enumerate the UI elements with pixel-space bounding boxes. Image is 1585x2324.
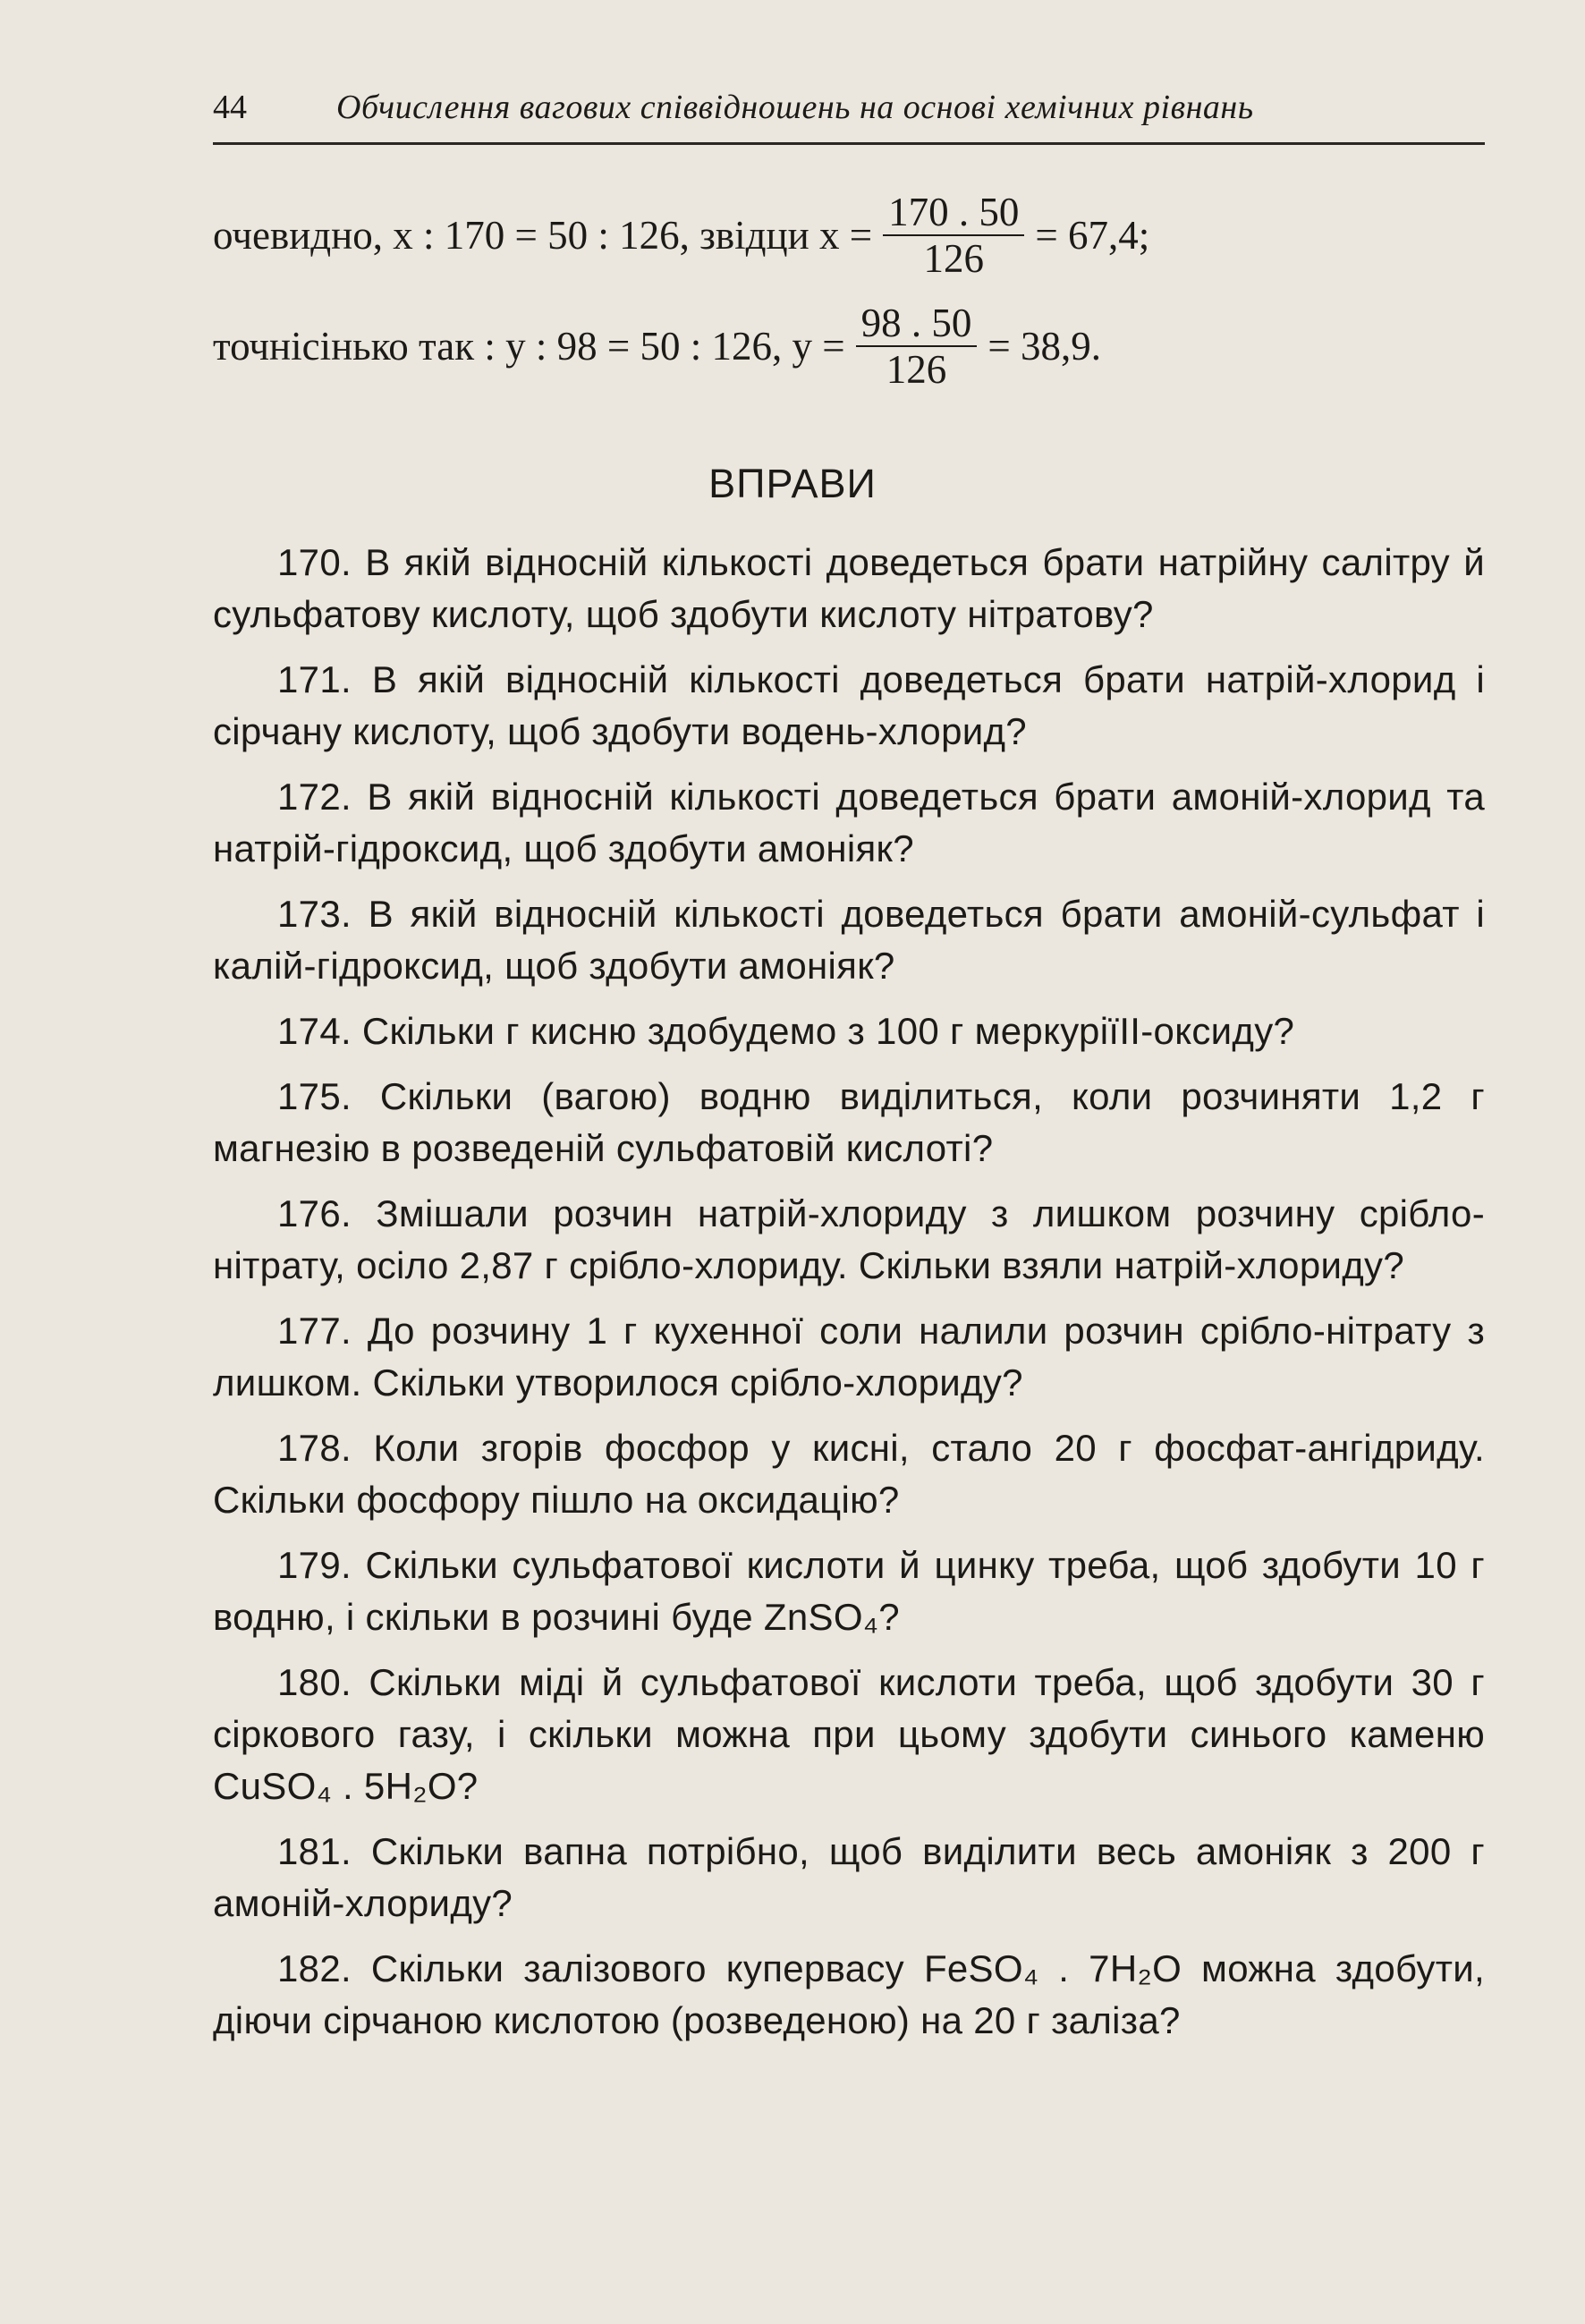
fraction-numerator: 170 . 50	[888, 190, 1020, 234]
page-header	[213, 82, 1485, 145]
page-number: 44	[213, 89, 247, 126]
formula-lead: точнісінько так : у : 98 = 50 : 126, у =	[213, 324, 845, 369]
fraction	[856, 301, 978, 392]
exercise-176: 176. Змішали розчин натрій-хлориду з лишком розчину срібло-нітрату, осіло 2,87 г срібло-хлориду. Скільки взяли натрій-хлориду?	[213, 1192, 1485, 1286]
running-title: Обчислення вагових співвідношень на основі хемічних рівнань	[336, 89, 1254, 126]
exercise-179: 179. Скільки сульфатової кислоти й цинку треба, щоб здобути 10 г водню, і скільки в розчині буде ZnSO₄?	[213, 1544, 1485, 1638]
exercise-173: 173. В якій відносній кількості доведеться брати амоній-сульфат і калій-гідроксид, щоб здобути амоніяк?	[213, 893, 1485, 987]
fraction-numerator: 98 . 50	[860, 301, 972, 345]
exercise-182: 182. Скільки залізового купервасу FeSO₄ . 7H₂O можна здобути, діючи сірчаною кислотою (розведеною) на 20 г заліза?	[213, 1947, 1485, 2041]
fraction-denominator: 126	[923, 236, 984, 281]
exercise-175: 175. Скільки (вагою) водню виділиться, коли розчиняти 1,2 г магнезію в розведеній сульфатовій кислоті?	[213, 1075, 1485, 1169]
formula-line-y	[213, 301, 1101, 392]
fraction-denominator: 126	[886, 347, 947, 392]
fraction	[883, 190, 1024, 281]
exercise-181: 181. Скільки вапна потрібно, щоб виділити весь амоніяк з 200 г амоній-хлориду?	[213, 1830, 1485, 1924]
formula-result: = 38,9.	[987, 324, 1101, 369]
formula-line-x	[213, 190, 1149, 281]
exercise-list	[213, 537, 1485, 2060]
exercise-170: 170. В якій відносній кількості доведеться брати натрійну салітру й сульфатову кислоту, щоб здобути кислоту нітратову?	[213, 541, 1485, 635]
formula-result: = 67,4;	[1035, 213, 1150, 258]
section-title: ВПРАВИ	[708, 461, 877, 506]
exercise-171: 171. В якій відносній кількості доведеться брати натрій-хлорид і сірчану кислоту, щоб здобути водень-хлорид?	[213, 658, 1485, 752]
formula-lead: очевидно, х : 170 = 50 : 126, звідци х =	[213, 213, 873, 258]
exercise-180: 180. Скільки міді й сульфатової кислоти треба, щоб здобути 30 г сіркового газу, і скільки можна при цьому здобути синього каменю CuSO₄ . 5H₂O?	[213, 1661, 1485, 1807]
exercise-172: 172. В якій відносній кількості доведеться брати амоній-хлорид та натрій-гідроксид, щоб здобути амоніяк?	[213, 776, 1485, 869]
exercise-178: 178. Коли згорів фосфор у кисні, стало 20 г фосфат-ангідриду. Скільки фосфору пішло на оксидацію?	[213, 1427, 1485, 1521]
exercise-174: 174. Скільки г кисню здобудемо з 100 г меркуріїІІ-оксиду?	[277, 1010, 1295, 1052]
exercise-177: 177. До розчину 1 г кухенної соли налили розчин срібло-нітрату з лишком. Скільки утворилося срібло-хлориду?	[213, 1310, 1485, 1404]
